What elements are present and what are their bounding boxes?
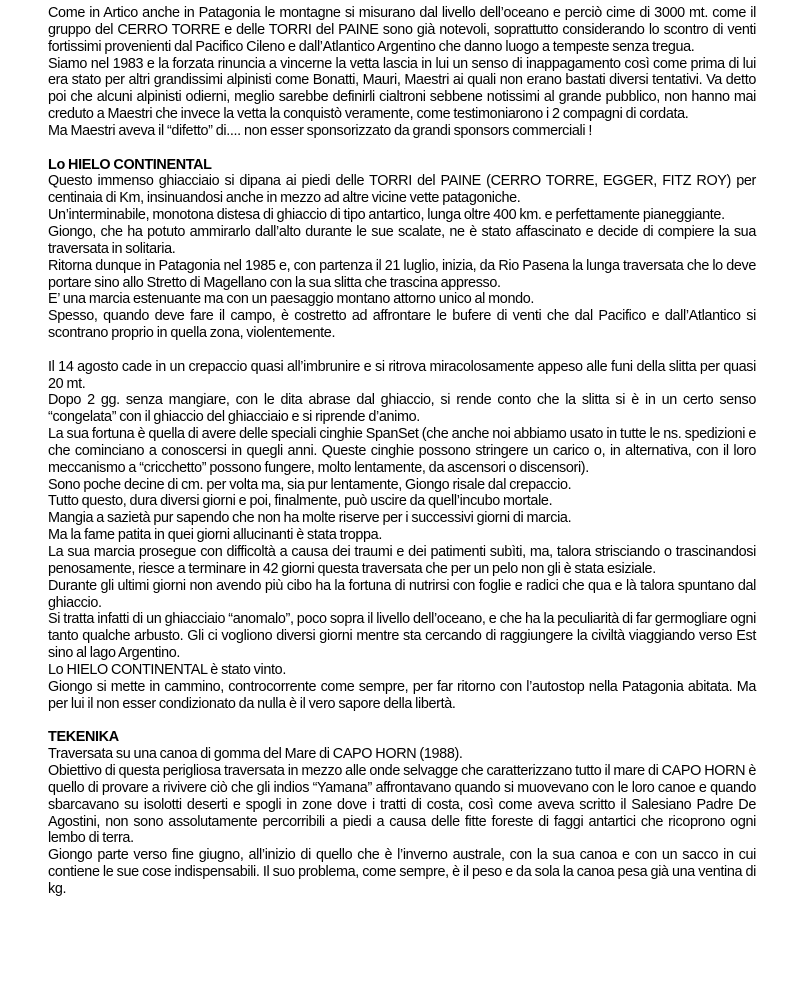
paragraph: E’ una marcia estenuante ma con un paesaggio montano attorno unico al mondo. xyxy=(48,291,535,308)
paragraph: Siamo nel 1983 e la forzata rinuncia a vincerne la vetta lascia in lui un senso di inappagamento così come prima di lui era stato per altri grandissimi alpinisti come Bonatti, Mauri, Maestri ai quali non erano bastati diversi tentativi. Va detto poi che alcuni alpinisti odierni, meglio sarebbe definirli cialtroni sebbene notissimi al grande pubblico, non hanno mai creduto a Maestri che invece la vetta la conquistò veramente, come testimoniarono i 2 compagni di cordata. xyxy=(48,55,756,123)
paragraph: Tutto questo, dura diversi giorni e poi, finalmente, può uscire da quell’incubo mortale. xyxy=(48,493,553,510)
paragraph: Giongo si mette in cammino, controcorrente come sempre, per far ritorno con l’autostop nella Patagonia abitata. Ma per lui il non esser condizionato da nulla è il vero sapore della libertà. xyxy=(48,678,756,712)
paragraph: Ma Maestri aveva il “difetto” di.... non esser sponsorizzato da grandi sponsors commerciali ! xyxy=(48,122,593,139)
paragraph: Ma la fame patita in quei giorni allucinanti è stata troppa. xyxy=(48,527,382,544)
paragraph: Un’interminabile, monotona distesa di ghiaccio di tipo antartico, lunga oltre 400 km. e perfettamente pianeggiante. xyxy=(48,207,725,224)
paragraph: Lo HIELO CONTINENTAL è stato vinto. xyxy=(48,661,286,678)
paragraph: Giongo parte verso fine giugno, all’inizio di quello che è l’inverno australe, con la sua canoa e con un sacco in cui contiene le sue cose indispensabili. Il suo problema, come sempre, è il peso e da sola la canoa pesa già una ventina di kg. xyxy=(48,847,756,897)
paragraph: Dopo 2 gg. senza mangiare, con le dita abrase dal ghiaccio, si rende conto che la slitta si è in un certo senso “congelata” con il ghiaccio del ghiacciaio e si riprende d’animo. xyxy=(48,392,756,426)
paragraph: Giongo, che ha potuto ammirarlo dall’alto durante le sue scalate, ne è stato affascinato e decide di compiere la sua traversata in solitaria. xyxy=(48,223,756,257)
paragraph: Traversata su una canoa di gomma del Mare di CAPO HORN (1988). xyxy=(48,746,463,763)
paragraph: La sua fortuna è quella di avere delle speciali cinghie SpanSet (che anche noi abbiamo usato in tutte le ns. spedizioni e che cominciano a conoscersi in quegli anni. Queste cinghie possono stringere un carico o, in alternativa, con il loro meccanismo a “cricchetto” possono fungere, molto lentamente, da ascensori o discensori). xyxy=(48,426,756,476)
intro-section xyxy=(48,5,756,140)
paragraph: Questo immenso ghiacciaio si dipana ai piedi delle TORRI del PAINE (CERRO TORRE, EGGER, FITZ ROY) per centinaia di Km, insinuandosi anche in mezzo ad altre vicine vette patagoniche. xyxy=(48,173,756,207)
paragraph: Il 14 agosto cade in un crepaccio quasi all’imbrunire e si ritrova miracolosamente appeso alle funi della slitta per quasi 20 mt. xyxy=(48,358,756,392)
paragraph-gap xyxy=(48,342,756,359)
paragraph: Ritorna dunque in Patagonia nel 1985 e, con partenza il 21 luglio, inizia, da Rio Pasena la lunga traversata che lo deve portare sino allo Stretto di Magellano con la sua slitta che trascina appresso. xyxy=(48,257,756,291)
section-heading: Lo HIELO CONTINENTAL xyxy=(48,156,212,173)
paragraph: Come in Artico anche in Patagonia le montagne si misurano dal livello dell’oceano e perciò cime di 3000 mt. come il gruppo del CERRO TORRE e delle TORRI del PAINE sono già notevoli, soprattutto considerando lo scontro di venti fortissimi provenienti dal Pacifico Cileno e dall’Atlantico Argentino che danno luogo a tempeste senza tregua. xyxy=(48,5,756,55)
paragraph: Sono poche decine di cm. per volta ma, sia pur lentamente, Giongo risale dal crepaccio. xyxy=(48,476,572,493)
paragraph: Obiettivo di questa perigliosa traversata in mezzo alle onde selvagge che caratterizzano tutto il mare di CAPO HORN è quello di provare a rivivere ciò che gli indios “Yamana” affrontavano quando si muovevano con le loro canoe e quando sbarcavano su isolotti deserti e spogli in zone dove i tratti di costa, così come aveva scritto il Salesiano Padre De Agostini, non sono assolutamente percorribili a piedi a causa delle fitte foreste di faggi antartici che ricoprono ogni lembo di terra. xyxy=(48,762,756,847)
section-heading: TEKENIKA xyxy=(48,729,119,746)
hielo-continental-section xyxy=(48,157,756,713)
paragraph: Si tratta infatti di un ghiacciaio “anomalo”, poco sopra il livello dell’oceano, e che ha la peculiarità di far germogliare ogni tanto qualche arbusto. Gli ci vogliono diversi giorni mentre sta cercando di raggiungere la civiltà viaggiando verso Est sino al lago Argentino. xyxy=(48,611,756,662)
tekenika-section xyxy=(48,729,756,897)
paragraph: La sua marcia prosegue con difficoltà a causa dei traumi e dei patimenti subìti, ma, talora strisciando o trascinandosi penosamente, riesce a terminare in 42 giorni questa traversata che per un pelo non gli è stata esiziale. xyxy=(48,544,756,577)
paragraph: Durante gli ultimi giorni non avendo più cibo ha la fortuna di nutrirsi con foglie e radici che qua e là talora spuntano dal ghiaccio. xyxy=(48,577,756,611)
paragraph: Mangia a sazietà pur sapendo che non ha molte riserve per i successivi giorni di marcia. xyxy=(48,510,572,527)
paragraph: Spesso, quando deve fare il campo, è costretto ad affrontare le bufere di venti che dal Pacifico e dall’Atlantico si scontrano proprio in quella zona, violentemente. xyxy=(48,308,756,342)
